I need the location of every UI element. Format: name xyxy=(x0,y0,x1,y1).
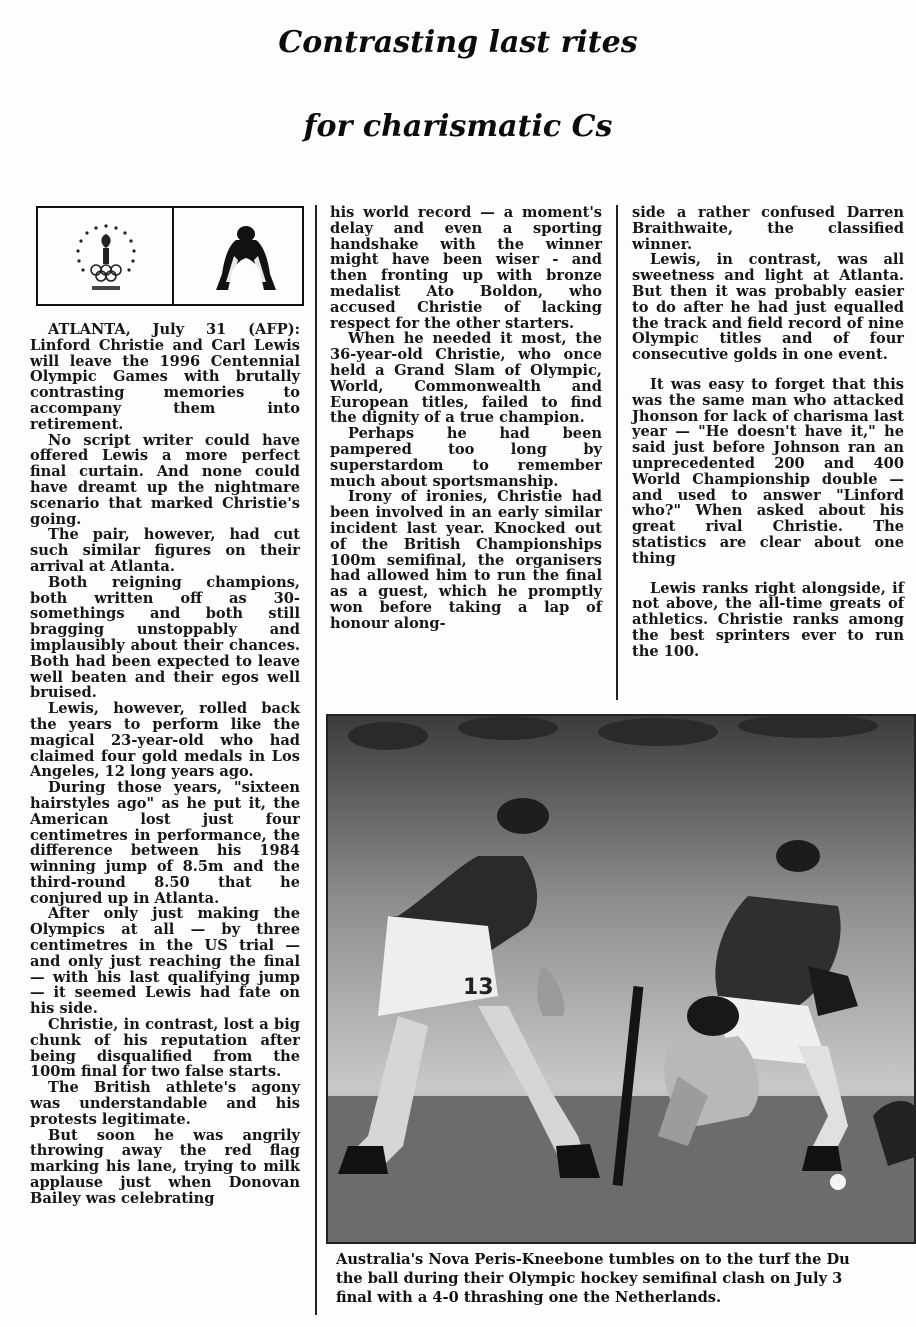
hockey-photo xyxy=(326,714,916,1244)
paragraph: But soon he was angrily throwing away the red flag marking his lane, trying to milk applause just when Donovan Bailey was celebrating xyxy=(30,1126,300,1207)
paragraph: Lewis, however, rolled back the years to perform like the magical 23-year-old who had claimed four gold medals in Los Angeles, 12 long years ago. xyxy=(30,700,300,781)
olympic-emblem-icon xyxy=(68,220,144,298)
paragraph: No script writer could have offered Lewis a more perfect final curtain. And none could have dreamt up the nightmare scenario that marked Christie's going. xyxy=(30,431,300,528)
logo-divider xyxy=(172,208,174,304)
column-rule xyxy=(616,205,618,700)
paragraph: Lewis, in contrast, was all sweetness and light at Atlanta. But then it was probably easier to do after he had just equalled the track and field record of nine Olympic titles and of four consecutive golds in one event. xyxy=(632,251,904,364)
paragraph: Christie, in contrast, lost a big chunk of his reputation after being disqualified from the 100m final for two false starts. xyxy=(30,1016,300,1081)
paragraph: Irony of ironies, Christie had been involved in an early similar incident last year. Knocked out of the British Championships 100m semifinal, the organisers had allowed him to run the final as a guest, which he promptly won before taking a lap of honour along- xyxy=(330,488,602,632)
caption-line: Australia's Nova Peris-Kneebone tumbles on to the turf the Du xyxy=(336,1251,850,1268)
headline-line-1: Contrasting last rites xyxy=(278,25,638,60)
photo-caption xyxy=(336,1250,916,1307)
paragraph: When he needed it most, the 36-year-old Christie, who once held a Grand Slam of Olympic, World, Commonwealth and European titles, failed to find the dignity of a true champion. xyxy=(330,330,602,427)
paragraph: ATLANTA, July 31 (AFP): Linford Christie and Carl Lewis will leave the 1996 Centennial Olympic Games with brutally contrasting memories to accompany them into retirement. xyxy=(30,321,300,433)
paragraph: his world record — a moment's delay and even a sporting handshake with the winner might have been wiser - and then fronting up with bronze medalist Ato Boldon, who accused Christie of lacking respect for the other starters. xyxy=(330,204,602,332)
caption-line: final with a 4-0 thrashing one the Netherlands. xyxy=(336,1289,722,1306)
paragraph: It was easy to forget that this was the same man who attacked Jhonson for lack of charisma last year — "He doesn't have it," he said just before Johnson ran an unprecedented 200 and 400 World Championship double — and used to answer "Linford who?" When asked about his great rival Christie. The statistics are clear about one thing xyxy=(632,375,904,567)
paragraph: Lewis ranks right alongside, if not above, the all-time greats of athletics. Christie ranks among the best sprinters ever to run the 100. xyxy=(632,579,904,660)
caption-line: the ball during their Olympic hockey semifinal clash on July 3 xyxy=(336,1270,843,1287)
paragraph: During those years, "sixteen hairstyles ago" as he put it, the American lost just four centimetres in performance, the difference between his 1984 winning jump of 8.5m and the third-round 8.50 that he conjured up in Atlanta. xyxy=(30,779,300,907)
paragraph: The British athlete's agony was understandable and his protests legitimate. xyxy=(30,1079,300,1128)
player-number: 13 xyxy=(463,975,494,1000)
paragraph: The pair, however, had cut such similar figures on their arrival at Atlanta. xyxy=(30,526,300,575)
article-column-1 xyxy=(30,322,300,1207)
column-rule xyxy=(315,205,317,1315)
paragraph: After only just making the Olympics at all — by three centimetres in the US trial — and only just reaching the final — with his last qualifying jump — it seemed Lewis had fate on his side. xyxy=(30,905,300,1018)
paragraph: side a rather confused Darren Braithwaite, the classified winner. xyxy=(632,204,904,253)
headline-line-2: for charismatic Cs xyxy=(303,109,613,144)
article-column-3 xyxy=(632,205,904,660)
hockey-photo-illustration xyxy=(328,716,916,1244)
paragraph: Both reigning champions, both written off as 30-somethings and both still bragging unstoppably and implausibly about their chances. Both had been expected to leave well beaten and their egos well bruised. xyxy=(30,573,300,702)
logo-box xyxy=(36,206,304,306)
article-column-2 xyxy=(330,205,602,632)
paragraph: Perhaps he had been pampered too long by superstardom to remember much about sportsmanship. xyxy=(330,425,602,490)
sprinter-icon xyxy=(206,220,286,296)
